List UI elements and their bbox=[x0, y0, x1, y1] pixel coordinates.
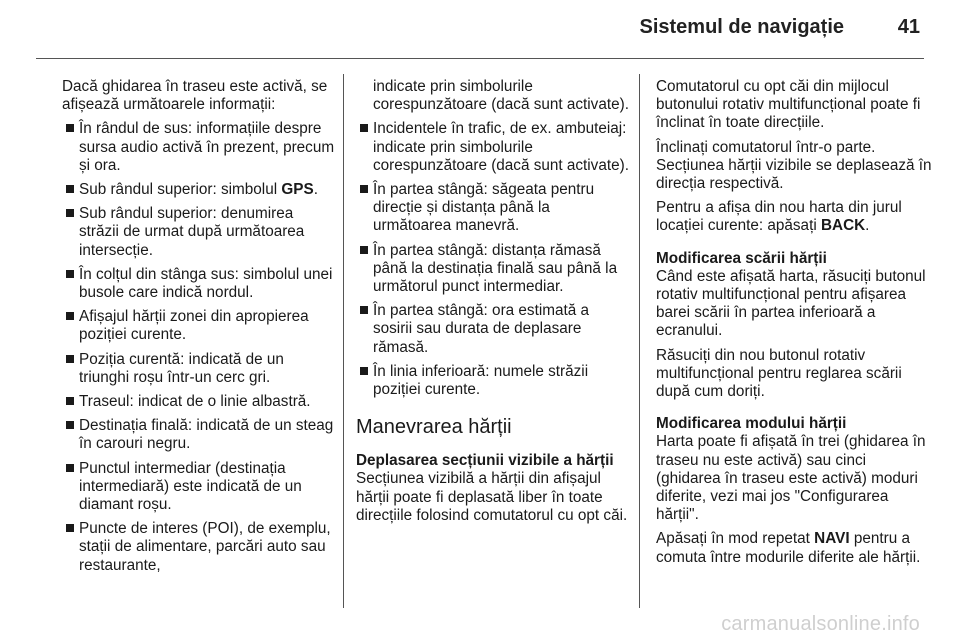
bullet-text: În partea stângă: săgeata pentru direcție și distanța până la următoarea manevră. bbox=[373, 181, 595, 235]
list-item bbox=[62, 308, 337, 344]
subheading: Modificarea modului hărții bbox=[656, 415, 847, 433]
column-3 bbox=[656, 78, 932, 573]
list-item bbox=[62, 205, 337, 260]
list-item bbox=[356, 302, 630, 357]
body-paragraph: Comutatorul cu opt căi din mijlocul butonului rotativ multifuncțional poate fi înclinat în toate direcțiile. bbox=[656, 78, 921, 132]
list-item bbox=[62, 417, 337, 453]
bullet-text: În partea stângă: ora estimată a sosirii sau durata de deplasare rămasă. bbox=[373, 302, 589, 356]
square-bullet-icon bbox=[66, 185, 74, 193]
text-prefix: Apăsați în mod repetat bbox=[656, 530, 815, 548]
subheading: Modificarea scării hărții bbox=[656, 249, 827, 267]
bullet-text: Puncte de interes (POI), de exemplu, stații de alimentare, parcări auto sau restaurante, bbox=[79, 520, 331, 574]
bullet-text: În linia inferioară: numele străzii poziției curente. bbox=[373, 362, 589, 399]
bullet-continuation: indicate prin simbolurile corespunzătoare (dacă sunt activate). bbox=[373, 78, 629, 114]
square-bullet-icon bbox=[66, 524, 74, 532]
bullet-text: În partea stângă: distanța rămasă până la destinația finală sau până la următorul punct intermediar. bbox=[373, 241, 618, 296]
info-bullet-list bbox=[356, 120, 630, 399]
bullet-text: În colțul din stânga sus: simbolul unei busole care indică nordul. bbox=[79, 265, 333, 302]
square-bullet-icon bbox=[66, 464, 74, 472]
text-prefix: Pentru a afișa din nou harta din jurul locației curente: apăsați bbox=[656, 199, 902, 235]
body-paragraph bbox=[656, 530, 932, 566]
list-item bbox=[62, 120, 337, 175]
column-2 bbox=[356, 78, 630, 531]
bullet-text: Incidentele în trafic, de ex. ambuteiaj: indicate prin simbolurile corespunzătoare (dacă sunt activate). bbox=[373, 120, 629, 174]
list-item bbox=[356, 242, 630, 297]
square-bullet-icon bbox=[360, 246, 368, 254]
list-item bbox=[62, 393, 337, 411]
list-item bbox=[356, 120, 630, 175]
list-item bbox=[356, 363, 630, 399]
square-bullet-icon bbox=[66, 312, 74, 320]
square-bullet-icon bbox=[360, 124, 368, 132]
page-number: 41 bbox=[897, 16, 920, 38]
back-keyword: BACK bbox=[820, 217, 866, 235]
bullet-text: Sub rândul superior: denumirea străzii de urmat după următoarea intersecție. bbox=[79, 205, 305, 259]
intro-paragraph: Dacă ghidarea în traseu este activă, se afișează următoarele informații: bbox=[62, 78, 328, 114]
navi-keyword: NAVI bbox=[814, 530, 850, 548]
body-paragraph: Harta poate fi afișată în trei (ghidarea în traseu nu este activă) sau cinci (ghidarea în traseu este activă) moduri diferite, vezi mai jos "Configurarea hărții". bbox=[656, 433, 926, 524]
bullet-text: Punctul intermediar (destinația intermediară) este indicată de un diamant roșu. bbox=[79, 459, 302, 514]
column-1 bbox=[62, 78, 337, 581]
text-suffix: . bbox=[865, 217, 870, 235]
body-paragraph bbox=[656, 199, 932, 235]
column-divider bbox=[343, 74, 344, 608]
body-paragraph: Înclinați comutatorul într-o parte. Secțiunea hărții vizibile se deplasează în direcția respectivă. bbox=[656, 138, 932, 193]
list-item bbox=[62, 181, 337, 199]
section-title: Manevrarea hărții bbox=[356, 416, 512, 439]
square-bullet-icon bbox=[360, 367, 368, 375]
header-rule bbox=[36, 58, 924, 59]
subheading: Deplasarea secțiunii vizibile a hărții bbox=[356, 452, 614, 470]
bullet-text: Destinația finală: indicată de un steag în carouri negru. bbox=[79, 417, 334, 453]
body-paragraph: Secțiunea vizibilă a hărții din afișajul hărții poate fi deplasată liber în toate direcțiile folosind comutatorul cu opt căi. bbox=[356, 470, 628, 524]
square-bullet-icon bbox=[66, 270, 74, 278]
square-bullet-icon bbox=[66, 124, 74, 132]
body-paragraph: Când este afișată harta, răsuciți butonul rotativ multifuncțional pentru afișarea barei scării în partea inferioară a ecranului. bbox=[656, 267, 926, 340]
bullet-text: Afișajul hărții zonei din apropierea poziției curente. bbox=[79, 308, 309, 344]
body-paragraph: Răsuciți din nou butonul rotativ multifuncțional pentru reglarea scării după cum doriți. bbox=[656, 346, 902, 401]
square-bullet-icon bbox=[360, 306, 368, 314]
bullet-text: În rândul de sus: informațiile despre sursa audio activă în prezent, precum și ora. bbox=[79, 120, 335, 174]
square-bullet-icon bbox=[66, 355, 74, 363]
square-bullet-icon bbox=[66, 421, 74, 429]
square-bullet-icon bbox=[360, 185, 368, 193]
bullet-text: Poziția curentă: indicată de un triunghi roșu într-un cerc gri. bbox=[79, 350, 284, 386]
square-bullet-icon bbox=[66, 397, 74, 405]
list-item bbox=[356, 181, 630, 236]
bullet-text: Traseul: indicat de o linie albastră. bbox=[79, 393, 311, 411]
column-divider bbox=[639, 74, 640, 608]
page-header-title: Sistemul de navigație bbox=[639, 16, 844, 38]
bullet-suffix: . bbox=[313, 181, 318, 199]
info-bullet-list bbox=[62, 120, 337, 574]
bullet-text: Sub rândul superior: simbolul bbox=[79, 181, 282, 199]
square-bullet-icon bbox=[66, 209, 74, 217]
list-item bbox=[62, 520, 337, 575]
text-suffix: pentru a comuta între modurile diferite ale hărții. bbox=[656, 530, 921, 566]
gps-keyword: GPS bbox=[281, 181, 314, 199]
list-item bbox=[62, 460, 337, 515]
list-item bbox=[62, 266, 337, 302]
watermark: carmanualsonline.info bbox=[721, 613, 920, 635]
list-item bbox=[62, 351, 337, 387]
